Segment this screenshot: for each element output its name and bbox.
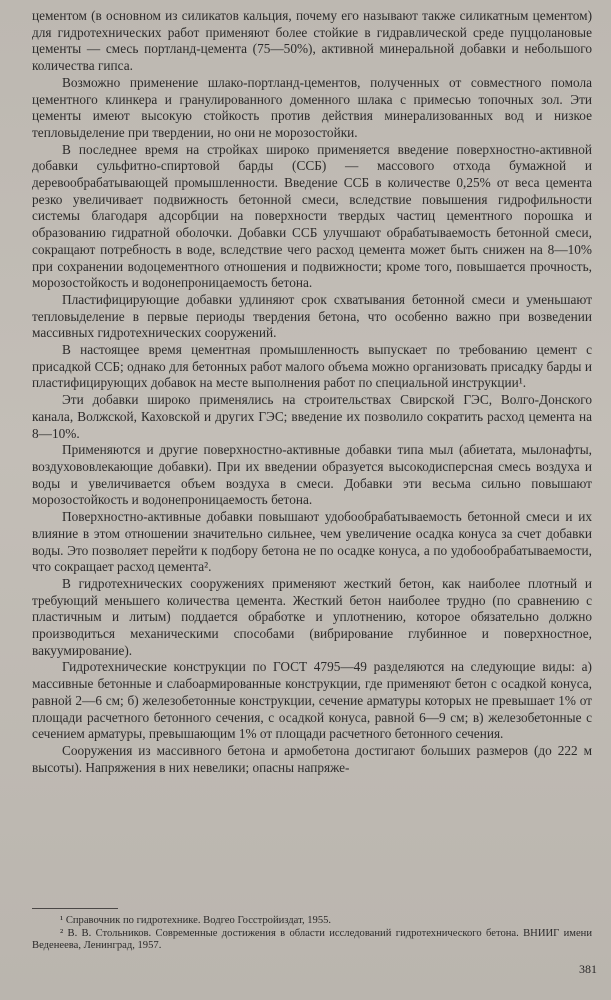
- page-number: 381: [579, 962, 597, 976]
- paragraph: Пластифицирующие добавки удлиняют срок схватывания бетонной смеси и уменьшают тепловыделение в первые периоды твердения бетона, что особенно важно при возведении массивных гидротехнических сооружений.: [32, 291, 592, 341]
- body-text: [32, 8, 592, 776]
- footnotes: [32, 908, 592, 953]
- paragraph: В настоящее время цементная промышленность выпускает по требованию цемент с присадкой ССБ; однако для бетонных работ малого объема можно организовать присадку барды и пластифицирующих добавок на месте выполнения работ по специальной инструкции¹.: [32, 342, 592, 391]
- paragraph: В последнее время на стройках широко применяется введение поверхностно-активной добавки сульфитно-спиртовой барды (ССБ) — массового отхода бумажной и деревообрабатывающей промышленности. Введение ССБ в количестве 0,25% от веса цемента резко увеличивает подвижность бетонной смеси, вследствие повышения гидрофильности системы благодаря адсорбции на поверхности твердых частиц цементного порошка и образованию гидратной оболочки. Добавки ССБ улучшают обрабатываемость бетонной смеси, сокращают потребность в воде, вследствие чего расход цемента может быть снижен на 8—10% при сохранении водоцементного отношения и подвижности; кроме того, повышается прочность, морозостойкость и водонепроницаемость бетона.: [32, 141, 592, 291]
- paragraph: Применяются и другие поверхностно-активные добавки типа мыл (абиетата, мылонафты, воздухововлекающие добавки). При их введении образуется высокодисперсная смесь воздуха и воды и увеличивается объем воздуха в смеси. Добавки эти весьма сильно повышают морозостойкость и водонепроницаемость бетона.: [32, 442, 592, 508]
- paragraph: Поверхностно-активные добавки повышают удобообрабатываемость бетонной смеси и их влияние в этом отношении значительно сильнее, чем увеличение осадка конуса за счет добавки воды. Это позволяет перейти к подбору бетона не по осадке конуса, а по удобообрабатываемости, что сокращает расход цемента².: [32, 509, 592, 575]
- paragraph: В гидротехнических сооружениях применяют жесткий бетон, как наиболее плотный и требующий меньшего количества цемента. Жесткий бетон наиболее трудно (по сравнению с пластичным и литым) поддается обработке и уплотнению, которое обязательно должно производиться механическими способами (вибрирование глубинное и поверхностное, вакуумирование).: [32, 575, 592, 658]
- paragraph: цементом (в основном из силикатов кальция, почему его называют также силикатным цементом) для гидротехнических работ применяют более стойкие в гидравлической среде пуццолановые цементы — смесь портланд-цемента (75—50%), активной минеральной добавки и небольшого количества гипса.: [32, 8, 592, 74]
- paragraph: Гидротехнические конструкции по ГОСТ 4795—49 разделяются на следующие виды: а) массивные бетонные и слабоармированные конструкции, где применяют бетон с осадкой конуса, равной 2—6 см; б) железобетонные конструкции, сечение арматуры которых не превышает 1% от площади расчетного бетонного сечения, с осадкой конуса, равной 6—9 см; в) железобетонные с сечением арматуры, превышающим 1% от площади расчетного бетонного сечения.: [32, 659, 592, 742]
- footnote-divider: [32, 908, 118, 909]
- paragraph: Эти добавки широко применялись на строительствах Свирской ГЭС, Волго-Донского канала, Волжской, Каховской и других ГЭС; введение их позволило сократить расход цемента на 8—10%.: [32, 392, 592, 441]
- footnote: ² В. В. Стольников. Современные достижения в области исследований гидротехнического бетона. ВНИИГ имени Веденеева, Ленинград, 1957.: [32, 927, 592, 952]
- paragraph: Возможно применение шлако-портланд-цементов, полученных от совместного помола цементного клинкера и гранулированного доменного шлака с примесью топочных зол. Эти цементы имеют высокую стойкость против действия минерализованных вод и низкое тепловыделение при твердении, но они не морозостойки.: [32, 74, 592, 140]
- paragraph: Сооружения из массивного бетона и армобетона достигают больших размеров (до 222 м высоты). Напряжения в них невелики; опасны напряже-: [32, 742, 592, 775]
- footnote: ¹ Справочник по гидротехнике. Водгео Госстройиздат, 1955.: [60, 915, 332, 926]
